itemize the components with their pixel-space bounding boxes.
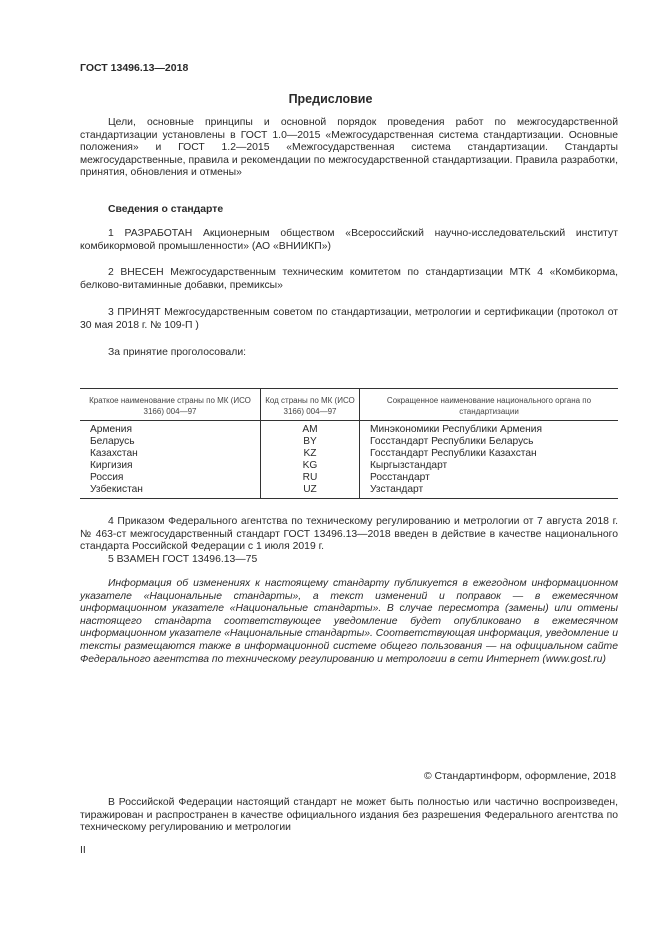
page-title: Предисловие [288,92,373,106]
code-cell: KG [261,460,360,472]
item-3: 3 ПРИНЯТ Межгосударственным советом по стандартизации, метрологии и сертификации (протокол от 30 мая 2018 г. № 109-П ) [80,307,618,331]
code-cell: UZ [261,484,360,499]
rights-paragraph: В Российской Федерации настоящий стандарт не может быть полностью или частично воспроизведен, тиражирован и распространен в качестве официального издания без разрешения Федерального агентства по техническому регулированию и метрологии [80,797,618,834]
country-cell: Казахстан [90,448,138,459]
item-1: 1 РАЗРАБОТАН Акционерным обществом «Всероссийский научно-исследовательский институт комбикормовой промышленности» (АО «ВНИИКП») [80,228,618,252]
country-cell: Киргизия [90,460,133,471]
body-cell: Минэкономики Республики Армения [360,421,619,437]
table-row [80,460,618,472]
col-header-code: Код страны по МК (ИСО 3166) 004—97 [261,389,360,421]
body-cell: Госстандарт Республики Казахстан [360,448,619,460]
code-cell: RU [261,472,360,484]
country-cell: Узбекистан [80,484,261,499]
info-heading: Сведения о стандарте [108,204,224,215]
notice-paragraph: Информация об изменениях к настоящему стандарту публикуется в ежегодном информационном указателе «Национальные стандарты», а текст изменений и поправок — в ежемесячном информационном указателе «Национальные стандарты». В случае пересмотра (замены) или отмены настоящего стандарта соответствующее уведомление будет опубликовано в ежемесячном информационном указателе «Национальные стандарты». Соответствующая информация, уведомление и тексты размещаются также в информационной системе общего пользования — на официальном сайте Федерального агентства по техническому регулированию и метрологии в сети Интернет (www.gost.ru) [80,578,618,665]
table-row [80,421,618,437]
table-row [80,436,618,448]
intro-paragraph: Цели, основные принципы и основной порядок проведения работ по межгосударственной стандартизации установлены в ГОСТ 1.0—2015 «Межгосударственная система стандартизации. Основные положения» и ГОСТ 1.2—2015 «Межгосударственная система стандартизации. Стандарты межгосударственные, правила и рекомендации по межгосударственной стандартизации. Правила разработки, принятия, обновления и отмены» [80,117,618,179]
code-cell: KZ [261,448,360,460]
col-header-country: Краткое наименование страны по МК (ИСО 3166) 004—97 [80,389,261,421]
item-5: 5 ВЗАМЕН ГОСТ 13496.13—75 [108,554,258,565]
document-header: ГОСТ 13496.13—2018 [80,62,189,74]
item-2: 2 ВНЕСЕН Межгосударственным техническим комитетом по стандартизации МТК 4 «Комбикорма, белково-витаминные добавки, премиксы» [80,267,618,291]
code-cell: AM [261,421,360,437]
voted-label: За принятие проголосовали: [108,347,247,358]
item-4: 4 Приказом Федерального агентства по техническому регулированию и метрологии от 7 августа 2018 г. № 463-ст межгосударственный стандарт ГОСТ 13496.13—2018 введен в действие в качестве национального стандарта Российской Федерации с 1 июля 2019 г. [80,516,618,553]
table-row [80,448,618,460]
table-row [80,484,618,499]
countries-table [80,388,618,499]
page-number: II [80,845,86,856]
country-cell: Россия [90,472,124,483]
body-cell: Госстандарт Республики Беларусь [360,436,619,448]
body-cell: Росстандарт [360,472,619,484]
country-cell: Беларусь [90,436,135,447]
col-header-body: Сокращенное наименование национального органа по стандартизации [360,389,619,421]
code-cell: BY [261,436,360,448]
copyright: © Стандартинформ, оформление, 2018 [423,771,616,782]
body-cell: Кыргызстандарт [360,460,619,472]
body-cell: Узстандарт [360,484,619,499]
table-row [80,472,618,484]
country-cell: Армения [90,424,132,435]
